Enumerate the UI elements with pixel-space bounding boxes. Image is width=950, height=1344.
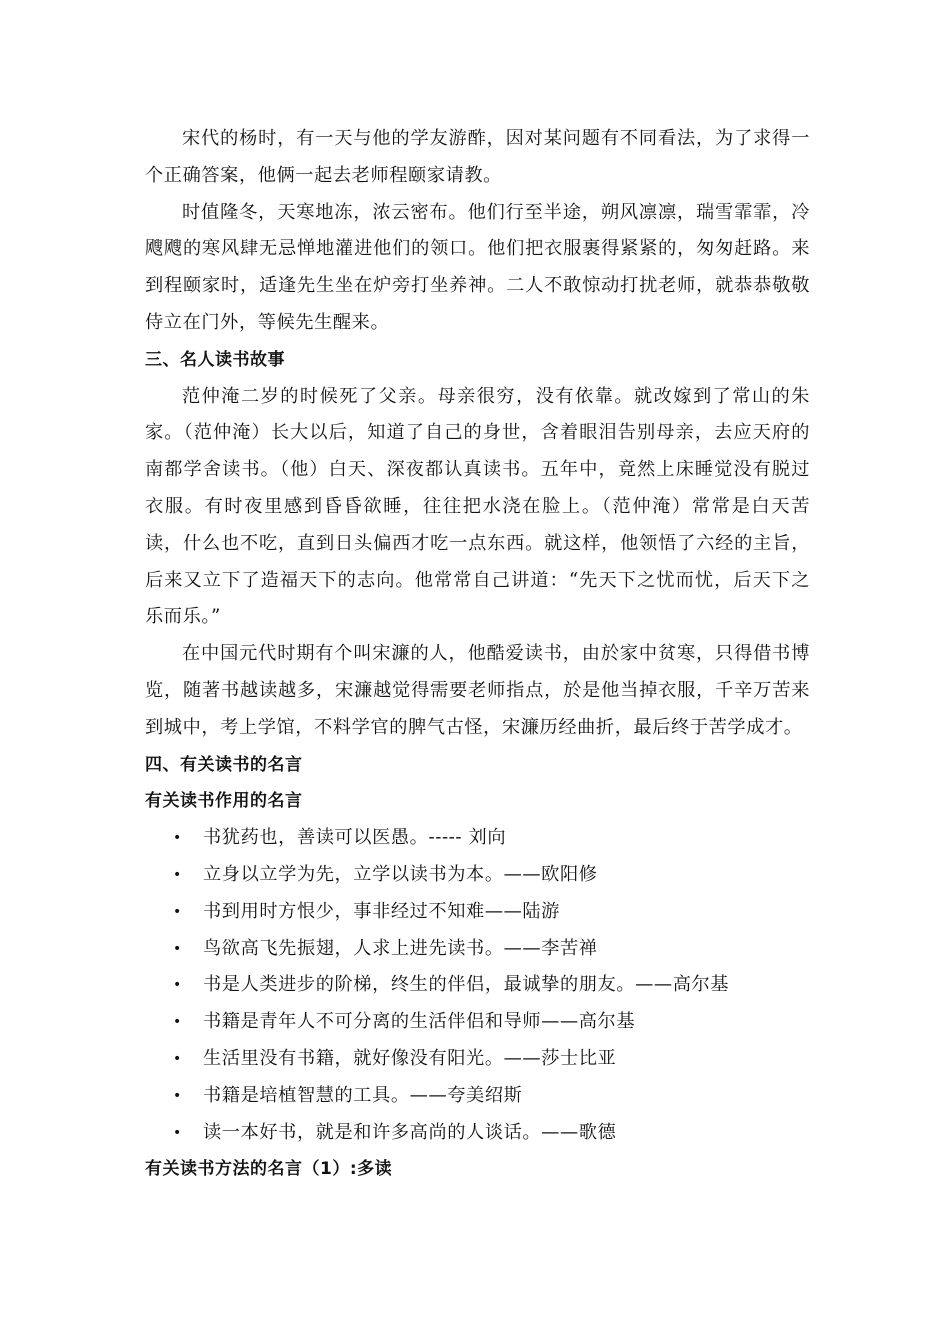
bullet-icon: • <box>173 1124 182 1141</box>
quote-text: 生活里没有书籍，就好像没有阳光。——莎士比亚 <box>203 1047 617 1069</box>
list-item <box>145 857 810 894</box>
quote-text: 书籍是培植智慧的工具。——夸美绍斯 <box>203 1084 523 1106</box>
paragraph-yang-shi-1: 宋代的杨时，有一天与他的学友游酢，因对某问题有不同看法，为了求得一个正确答案，他俩一起去老师程颐家请教。 <box>145 128 810 186</box>
bullet-icon: • <box>173 1014 182 1031</box>
quote-text: 鸟欲高飞先振翅，人求上进先读书。——李苦禅 <box>203 937 598 959</box>
list-item <box>145 1078 810 1115</box>
bullet-icon: • <box>173 830 182 847</box>
section-heading-3: 三、名人读书故事 <box>145 349 285 370</box>
quote-text: 书是人类进步的阶梯，终生的伴侣，最诚挚的朋友。——高尔基 <box>203 974 730 996</box>
bullet-icon: • <box>173 1050 182 1067</box>
bullet-icon: • <box>173 977 182 994</box>
quote-list <box>145 820 810 1151</box>
paragraph-yang-shi-2: 时值隆冬，天寒地冻，浓云密布。他们行至半途，朔风凛凛，瑞雪霏霏，冷飕飕的寒风肆无忌惮地灌进他们的领口。他们把衣服裹得紧紧的，匆匆赶路。来到程颐家时，适逢先生坐在炉旁打坐养神。二人不敢惊动打扰老师，就恭恭敬敬侍立在门外，等候先生醒来。 <box>145 201 810 333</box>
bullet-icon: • <box>173 866 182 883</box>
paragraph-fan-zhongyan: 范仲淹二岁的时候死了父亲。母亲很穷，没有依靠。就改嫁到了常山的朱家。（范仲淹）长大以后，知道了自己的身世，含着眼泪告别母亲，去应天府的南都学舍读书。（他）白天、深夜都认真读书。五年中，竟然上床睡觉没有脱过衣服。有时夜里感到昏昏欲睡，往往把水浇在脸上。（范仲淹）常常是白天苦读，什么也不吃，直到日头偏西才吃一点东西。就这样，他领悟了六经的主旨，后来又立下了造福天下的志向。他常常自己讲道：“先天下之忧而忧，后天下之乐而乐。” <box>145 385 810 628</box>
subheading-reading-methods: 有关读书方法的名言（1）:多读 <box>145 1159 393 1180</box>
quote-text: 书到用时方恨少，事非经过不知难——陆游 <box>203 900 560 922</box>
bullet-icon: • <box>173 1087 182 1104</box>
section-heading-4: 四、有关读书的名言 <box>145 754 303 775</box>
paragraph-song-lian: 在中国元代时期有个叫宋濂的人，他酷爱读书，由於家中贫寒，只得借书博览，随著书越读越多，宋濂越觉得需要老师指点，於是他当掉衣服，千辛万苦来到城中，考上学馆，不料学官的脾气古怪，宋濂历经曲折，最后终于苦学成才。 <box>145 643 810 738</box>
list-item <box>145 1041 810 1078</box>
list-item <box>145 1115 810 1152</box>
document-body <box>145 121 810 1188</box>
bullet-icon: • <box>173 940 182 957</box>
list-item <box>145 1004 810 1041</box>
subheading-reading-effects: 有关读书作用的名言 <box>145 791 303 812</box>
quote-text: 书籍是青年人不可分离的生活伴侣和导师——高尔基 <box>203 1011 636 1033</box>
list-item <box>145 931 810 968</box>
quote-text: 书犹药也，善读可以医愚。----- 刘向 <box>203 827 507 849</box>
bullet-icon: • <box>173 903 182 920</box>
list-item <box>145 820 810 857</box>
quote-text: 读一本好书，就是和许多高尚的人谈话。——歌德 <box>203 1121 617 1143</box>
quote-text: 立身以立学为先，立学以读书为本。——欧阳修 <box>203 863 598 885</box>
list-item <box>145 967 810 1004</box>
list-item <box>145 894 810 931</box>
